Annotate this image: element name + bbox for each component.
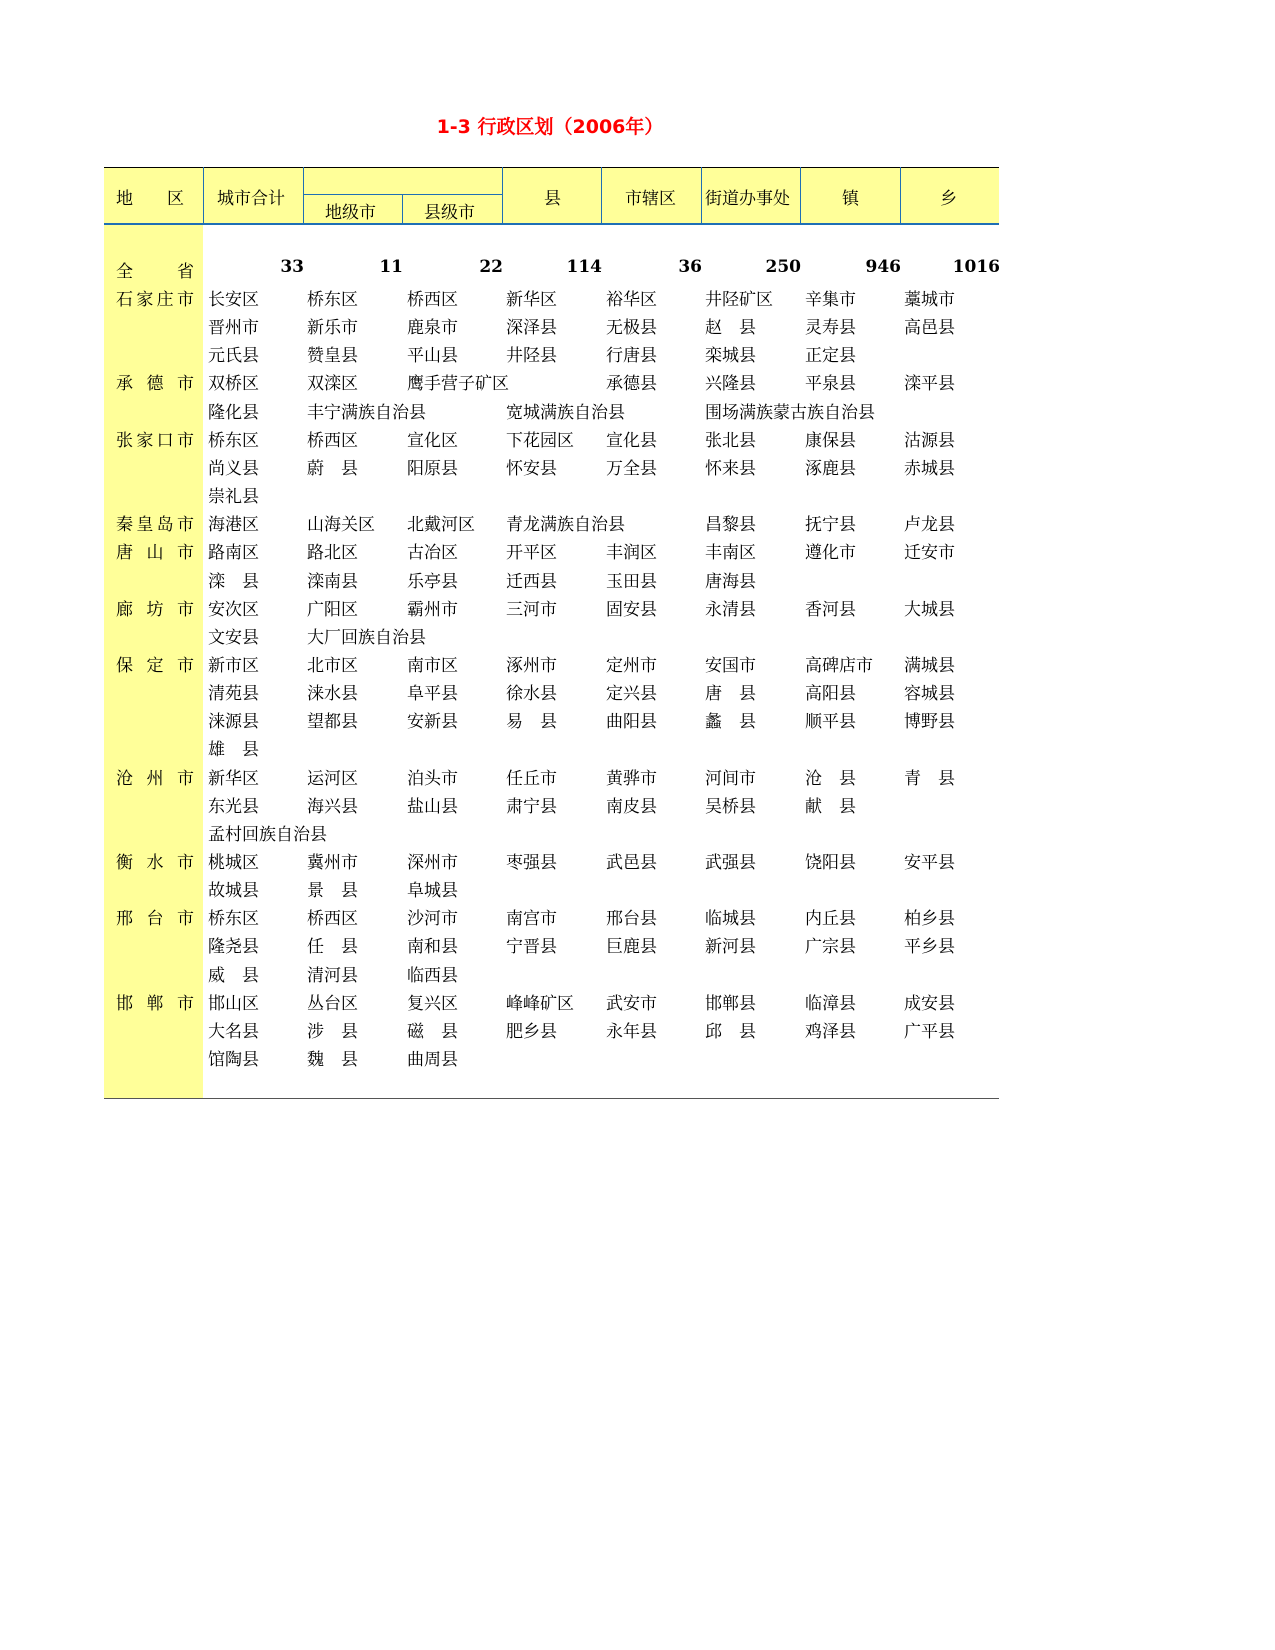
division-cell: 涞源县	[208, 712, 259, 732]
division-cell: 张北县	[705, 431, 756, 451]
region-name: 保 定 市	[116, 656, 194, 676]
division-cell: 路南区	[208, 543, 259, 563]
division-cell: 桥东区	[208, 431, 259, 451]
division-cell: 大城县	[904, 600, 955, 620]
division-cell: 吴桥县	[705, 797, 756, 817]
division-cell: 下花园区	[506, 431, 574, 451]
division-cell: 博野县	[904, 712, 955, 732]
division-cell: 抚宁县	[805, 515, 856, 535]
division-cell: 鹿泉市	[407, 318, 458, 338]
division-cell: 河间市	[705, 769, 756, 789]
division-cell: 平乡县	[904, 937, 955, 957]
division-cell: 清河县	[307, 966, 358, 986]
header-divider	[900, 167, 901, 223]
header-city-total: 城市合计	[217, 189, 285, 209]
division-cell: 元氏县	[208, 346, 259, 366]
division-cell: 隆尧县	[208, 937, 259, 957]
division-cell: 卢龙县	[904, 515, 955, 535]
division-cell: 东光县	[208, 797, 259, 817]
division-cell: 滦南县	[307, 572, 358, 592]
region-name: 石家庄市	[116, 290, 194, 310]
division-cell: 藁城市	[904, 290, 955, 310]
division-cell: 青龙满族自治县	[506, 515, 625, 535]
region-name: 张家口市	[116, 431, 194, 451]
division-cell: 桥西区	[307, 909, 358, 929]
division-cell: 南宫市	[506, 909, 557, 929]
division-cell: 三河市	[506, 600, 557, 620]
division-cell: 盐山县	[407, 797, 458, 817]
division-cell: 辛集市	[805, 290, 856, 310]
division-cell: 新华区	[506, 290, 557, 310]
division-cell: 灵寿县	[805, 318, 856, 338]
division-cell: 晋州市	[208, 318, 259, 338]
division-cell: 唐 县	[705, 684, 756, 704]
division-cell: 南皮县	[606, 797, 657, 817]
division-cell: 深泽县	[506, 318, 557, 338]
division-cell: 清苑县	[208, 684, 259, 704]
bottom-rule	[104, 1098, 999, 1099]
division-cell: 馆陶县	[208, 1050, 259, 1070]
total-city: 33	[280, 257, 304, 277]
division-cell: 丰宁满族自治县	[307, 403, 426, 423]
division-cell: 桃城区	[208, 853, 259, 873]
header-divider	[402, 195, 403, 223]
division-cell: 新河县	[705, 937, 756, 957]
division-cell: 开平区	[506, 543, 557, 563]
division-cell: 兴隆县	[705, 374, 756, 394]
header-region: 地 区	[116, 189, 184, 209]
division-cell: 成安县	[904, 994, 955, 1014]
division-cell: 井陉矿区	[705, 290, 773, 310]
division-cell: 赤城县	[904, 459, 955, 479]
division-cell: 枣强县	[506, 853, 557, 873]
division-cell: 内丘县	[805, 909, 856, 929]
division-cell: 容城县	[904, 684, 955, 704]
header-divider	[502, 167, 503, 223]
division-cell: 赞皇县	[307, 346, 358, 366]
division-cell: 魏 县	[307, 1050, 358, 1070]
division-cell: 蠡 县	[705, 712, 756, 732]
division-cell: 涉 县	[307, 1022, 358, 1042]
division-cell: 无极县	[606, 318, 657, 338]
division-cell: 阳原县	[407, 459, 458, 479]
region-name: 承 德 市	[116, 374, 194, 394]
division-cell: 香河县	[805, 600, 856, 620]
header-county: 县	[544, 189, 561, 209]
division-cell: 隆化县	[208, 403, 259, 423]
division-cell: 宁晋县	[506, 937, 557, 957]
division-cell: 黄骅市	[606, 769, 657, 789]
division-cell: 曲周县	[407, 1050, 458, 1070]
division-cell: 康保县	[805, 431, 856, 451]
division-cell: 肃宁县	[506, 797, 557, 817]
division-cell: 运河区	[307, 769, 358, 789]
division-cell: 霸州市	[407, 600, 458, 620]
division-cell: 双桥区	[208, 374, 259, 394]
header-county-city: 县级市	[424, 203, 475, 223]
division-cell: 北市区	[307, 656, 358, 676]
division-cell: 山海关区	[307, 515, 375, 535]
division-cell: 邱 县	[705, 1022, 756, 1042]
division-cell: 裕华区	[606, 290, 657, 310]
division-cell: 正定县	[805, 346, 856, 366]
division-cell: 任丘市	[506, 769, 557, 789]
division-cell: 任 县	[307, 937, 358, 957]
division-cell: 滦平县	[904, 374, 955, 394]
region-name: 沧 州 市	[116, 769, 194, 789]
division-cell: 桥西区	[407, 290, 458, 310]
division-cell: 定州市	[606, 656, 657, 676]
division-cell: 怀安县	[506, 459, 557, 479]
division-cell: 雄 县	[208, 740, 259, 760]
header-bottom-rule	[104, 223, 999, 225]
division-cell: 崇礼县	[208, 487, 259, 507]
division-cell: 宣化区	[407, 431, 458, 451]
division-cell: 赵 县	[705, 318, 756, 338]
division-cell: 路北区	[307, 543, 358, 563]
division-cell: 平泉县	[805, 374, 856, 394]
division-cell: 望都县	[307, 712, 358, 732]
region-name: 衡 水 市	[116, 853, 194, 873]
division-cell: 巨鹿县	[606, 937, 657, 957]
division-cell: 献 县	[805, 797, 856, 817]
division-cell: 威 县	[208, 966, 259, 986]
division-cell: 海港区	[208, 515, 259, 535]
division-cell: 青 县	[904, 769, 955, 789]
division-cell: 蔚 县	[307, 459, 358, 479]
header-township: 乡	[940, 189, 957, 209]
admin-division-table	[104, 167, 999, 1099]
region-name: 廊 坊 市	[116, 600, 194, 620]
region-name: 秦皇岛市	[116, 515, 194, 535]
region-name: 邯 郸 市	[116, 994, 194, 1014]
division-cell: 南市区	[407, 656, 458, 676]
division-cell: 武邑县	[606, 853, 657, 873]
division-cell: 桥东区	[307, 290, 358, 310]
division-cell: 鸡泽县	[805, 1022, 856, 1042]
total-township: 1016	[952, 257, 1000, 277]
division-cell: 阜城县	[407, 881, 458, 901]
division-cell: 邢台县	[606, 909, 657, 929]
division-cell: 丰润区	[606, 543, 657, 563]
division-cell: 磁 县	[407, 1022, 458, 1042]
division-cell: 故城县	[208, 881, 259, 901]
total-county-city: 22	[479, 257, 503, 277]
division-cell: 曲阳县	[606, 712, 657, 732]
division-cell: 井陉县	[506, 346, 557, 366]
division-cell: 承德县	[606, 374, 657, 394]
division-cell: 安次区	[208, 600, 259, 620]
division-cell: 泊头市	[407, 769, 458, 789]
division-cell: 邯山区	[208, 994, 259, 1014]
division-cell: 沧 县	[805, 769, 856, 789]
division-cell: 昌黎县	[705, 515, 756, 535]
region-name: 唐 山 市	[116, 543, 194, 563]
division-cell: 永清县	[705, 600, 756, 620]
total-town: 946	[865, 257, 901, 277]
header-divider	[800, 167, 801, 223]
province-label: 全 省	[116, 262, 194, 282]
division-cell: 高碑店市	[805, 656, 873, 676]
division-cell: 广阳区	[307, 600, 358, 620]
division-cell: 唐海县	[705, 572, 756, 592]
division-cell: 峰峰矿区	[506, 994, 574, 1014]
division-cell: 南和县	[407, 937, 458, 957]
division-cell: 万全县	[606, 459, 657, 479]
division-cell: 乐亭县	[407, 572, 458, 592]
division-cell: 怀来县	[705, 459, 756, 479]
division-cell: 行唐县	[606, 346, 657, 366]
division-cell: 固安县	[606, 600, 657, 620]
division-cell: 长安区	[208, 290, 259, 310]
division-cell: 肥乡县	[506, 1022, 557, 1042]
division-cell: 涿州市	[506, 656, 557, 676]
division-cell: 滦 县	[208, 572, 259, 592]
division-cell: 海兴县	[307, 797, 358, 817]
division-cell: 大厂回族自治县	[307, 628, 426, 648]
division-cell: 临西县	[407, 966, 458, 986]
division-cell: 遵化市	[805, 543, 856, 563]
division-cell: 复兴区	[407, 994, 458, 1014]
division-cell: 冀州市	[307, 853, 358, 873]
division-cell: 迁西县	[506, 572, 557, 592]
division-cell: 丛台区	[307, 994, 358, 1014]
page-title: 1-3 行政区划（2006年）	[436, 116, 664, 138]
division-cell: 玉田县	[606, 572, 657, 592]
header-district: 市辖区	[625, 189, 676, 209]
top-rule	[104, 167, 999, 168]
header-prefecture-city: 地级市	[325, 203, 376, 223]
division-cell: 涿鹿县	[805, 459, 856, 479]
division-cell: 桥西区	[307, 431, 358, 451]
total-county: 114	[566, 257, 602, 277]
division-cell: 迁安市	[904, 543, 955, 563]
division-cell: 沙河市	[407, 909, 458, 929]
division-cell: 宣化县	[606, 431, 657, 451]
total-prefecture-city: 11	[379, 257, 403, 277]
division-cell: 广平县	[904, 1022, 955, 1042]
division-cell: 邯郸县	[705, 994, 756, 1014]
division-cell: 围场满族蒙古族自治县	[705, 403, 875, 423]
division-cell: 高邑县	[904, 318, 955, 338]
region-name: 邢 台 市	[116, 909, 194, 929]
division-cell: 定兴县	[606, 684, 657, 704]
total-district: 36	[678, 257, 702, 277]
division-cell: 文安县	[208, 628, 259, 648]
division-cell: 北戴河区	[407, 515, 475, 535]
division-cell: 宽城满族自治县	[506, 403, 625, 423]
division-cell: 尚义县	[208, 459, 259, 479]
division-cell: 丰南区	[705, 543, 756, 563]
division-cell: 深州市	[407, 853, 458, 873]
division-cell: 新市区	[208, 656, 259, 676]
header-divider	[303, 167, 304, 223]
division-cell: 安新县	[407, 712, 458, 732]
division-cell: 桥东区	[208, 909, 259, 929]
header-subdistrict: 街道办事处	[705, 189, 790, 209]
division-cell: 双滦区	[307, 374, 358, 394]
division-cell: 栾城县	[705, 346, 756, 366]
division-cell: 涞水县	[307, 684, 358, 704]
division-cell: 武安市	[606, 994, 657, 1014]
division-cell: 大名县	[208, 1022, 259, 1042]
division-cell: 广宗县	[805, 937, 856, 957]
division-cell: 高阳县	[805, 684, 856, 704]
division-cell: 徐水县	[506, 684, 557, 704]
division-cell: 柏乡县	[904, 909, 955, 929]
division-cell: 安平县	[904, 853, 955, 873]
division-cell: 沽源县	[904, 431, 955, 451]
division-cell: 永年县	[606, 1022, 657, 1042]
division-cell: 饶阳县	[805, 853, 856, 873]
division-cell: 景 县	[307, 881, 358, 901]
division-cell: 易 县	[506, 712, 557, 732]
division-cell: 鹰手营子矿区	[407, 374, 509, 394]
division-cell: 安国市	[705, 656, 756, 676]
header-divider	[601, 167, 602, 223]
division-cell: 临城县	[705, 909, 756, 929]
division-cell: 孟村回族自治县	[208, 825, 327, 845]
header-divider	[203, 167, 204, 223]
division-cell: 阜平县	[407, 684, 458, 704]
total-subdistrict: 250	[765, 257, 801, 277]
division-cell: 平山县	[407, 346, 458, 366]
header-town: 镇	[842, 189, 859, 209]
division-cell: 临漳县	[805, 994, 856, 1014]
division-cell: 满城县	[904, 656, 955, 676]
division-cell: 顺平县	[805, 712, 856, 732]
division-cell: 武强县	[705, 853, 756, 873]
header-divider	[701, 167, 702, 223]
division-cell: 新华区	[208, 769, 259, 789]
division-cell: 古冶区	[407, 543, 458, 563]
division-cell: 新乐市	[307, 318, 358, 338]
